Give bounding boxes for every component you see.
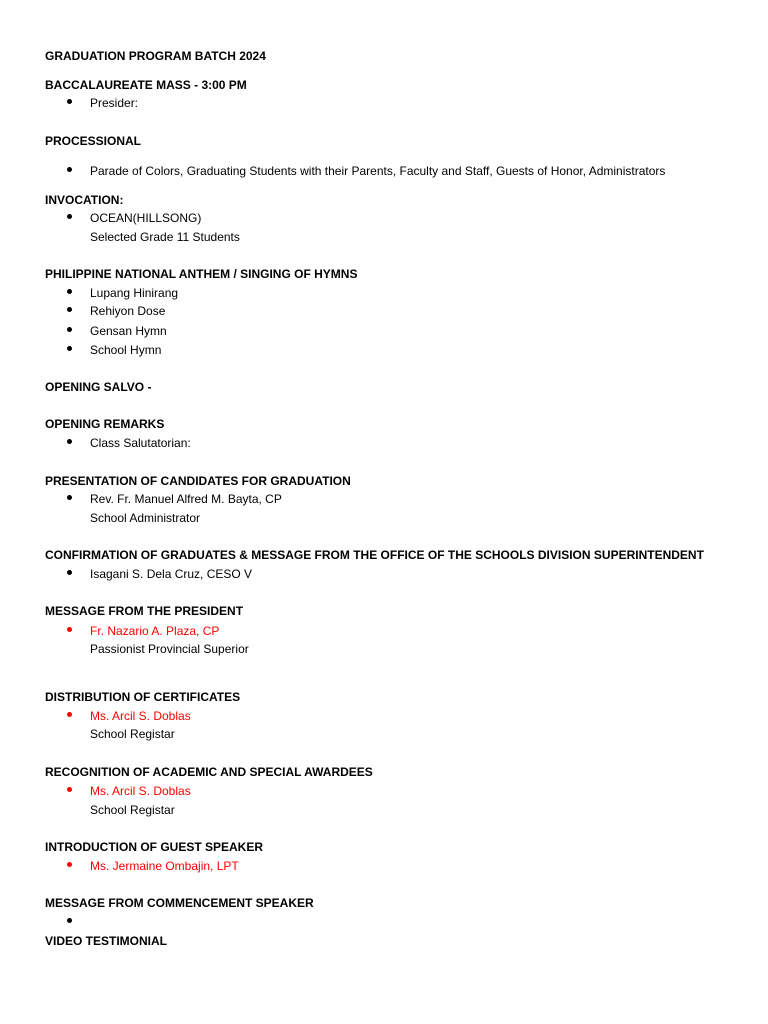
bullet-icon xyxy=(67,167,72,172)
bullet-icon xyxy=(67,495,72,500)
list-item-school-hymn: School Hymn xyxy=(90,343,162,357)
bullet-icon xyxy=(67,712,72,717)
section-heading-opening-remarks: OPENING REMARKS xyxy=(45,417,165,431)
list-item-ombajin: Ms. Jermaine Ombajin, LPT xyxy=(90,859,239,873)
list-item-doblas-certificates: Ms. Arcil S. Doblas xyxy=(90,709,191,723)
list-item-rehiyon-dose: Rehiyon Dose xyxy=(90,304,166,318)
bullet-icon xyxy=(67,214,72,219)
bullet-icon xyxy=(67,327,72,332)
section-heading-anthem: PHILIPPINE NATIONAL ANTHEM / SINGING OF HYMNS xyxy=(45,267,358,281)
section-heading-president: MESSAGE FROM THE PRESIDENT xyxy=(45,604,244,618)
bullet-icon xyxy=(67,787,72,792)
list-item-presider: Presider: xyxy=(90,96,139,110)
list-item-sub-certificates: School Registar xyxy=(90,727,175,741)
bullet-icon xyxy=(67,918,72,923)
bullet-icon xyxy=(67,862,72,867)
bullet-icon xyxy=(67,570,72,575)
bullet-icon xyxy=(67,99,72,104)
list-item-bayta: Rev. Fr. Manuel Alfred M. Bayta, CP xyxy=(90,492,282,506)
section-heading-video: VIDEO TESTIMONIAL xyxy=(45,934,168,948)
bullet-icon xyxy=(67,627,72,632)
list-item-ocean: OCEAN(HILLSONG) xyxy=(90,211,202,225)
list-item-doblas-recognition: Ms. Arcil S. Doblas xyxy=(90,784,191,798)
list-item-sub-recognition: School Registar xyxy=(90,803,175,817)
bullet-icon xyxy=(67,289,72,294)
bullet-icon xyxy=(67,346,72,351)
section-heading-guest-intro: INTRODUCTION OF GUEST SPEAKER xyxy=(45,840,264,854)
bullet-icon xyxy=(67,439,72,444)
bullet-icon xyxy=(67,307,72,312)
list-item-plaza: Fr. Nazario A. Plaza, CP xyxy=(90,624,220,638)
section-heading-commencement: MESSAGE FROM COMMENCEMENT SPEAKER xyxy=(45,896,314,910)
section-heading-baccalaureate: BACCALAUREATE MASS - 3:00 PM xyxy=(45,78,247,92)
list-item-salutatorian: Class Salutatorian: xyxy=(90,436,191,450)
section-heading-opening-salvo: OPENING SALVO - xyxy=(45,380,152,394)
list-item-dela-cruz: Isagani S. Dela Cruz, CESO V xyxy=(90,567,253,581)
section-heading-confirmation: CONFIRMATION OF GRADUATES & MESSAGE FROM THE OFFICE OF THE SCHOOLS DIVISION SUPERINTENDENT xyxy=(45,548,704,562)
list-item-sub-invocation: Selected Grade 11 Students xyxy=(90,230,240,244)
section-heading-processional: PROCESSIONAL xyxy=(45,134,142,148)
list-item-lupang-hinirang: Lupang Hinirang xyxy=(90,286,179,300)
section-heading-certificates: DISTRIBUTION OF CERTIFICATES xyxy=(45,690,241,704)
document-title: GRADUATION PROGRAM BATCH 2024 xyxy=(45,49,266,63)
section-heading-invocation: INVOCATION: xyxy=(45,193,124,207)
section-heading-recognition: RECOGNITION OF ACADEMIC AND SPECIAL AWARDEES xyxy=(45,765,373,779)
list-item-sub-presentation: School Administrator xyxy=(90,511,201,525)
list-item-sub-president: Passionist Provincial Superior xyxy=(90,642,249,656)
list-item-gensan-hymn: Gensan Hymn xyxy=(90,324,167,338)
list-item-parade: Parade of Colors, Graduating Students with their Parents, Faculty and Staff, Guests of Honor, Administrators xyxy=(90,164,666,178)
section-heading-presentation: PRESENTATION OF CANDIDATES FOR GRADUATION xyxy=(45,474,351,488)
